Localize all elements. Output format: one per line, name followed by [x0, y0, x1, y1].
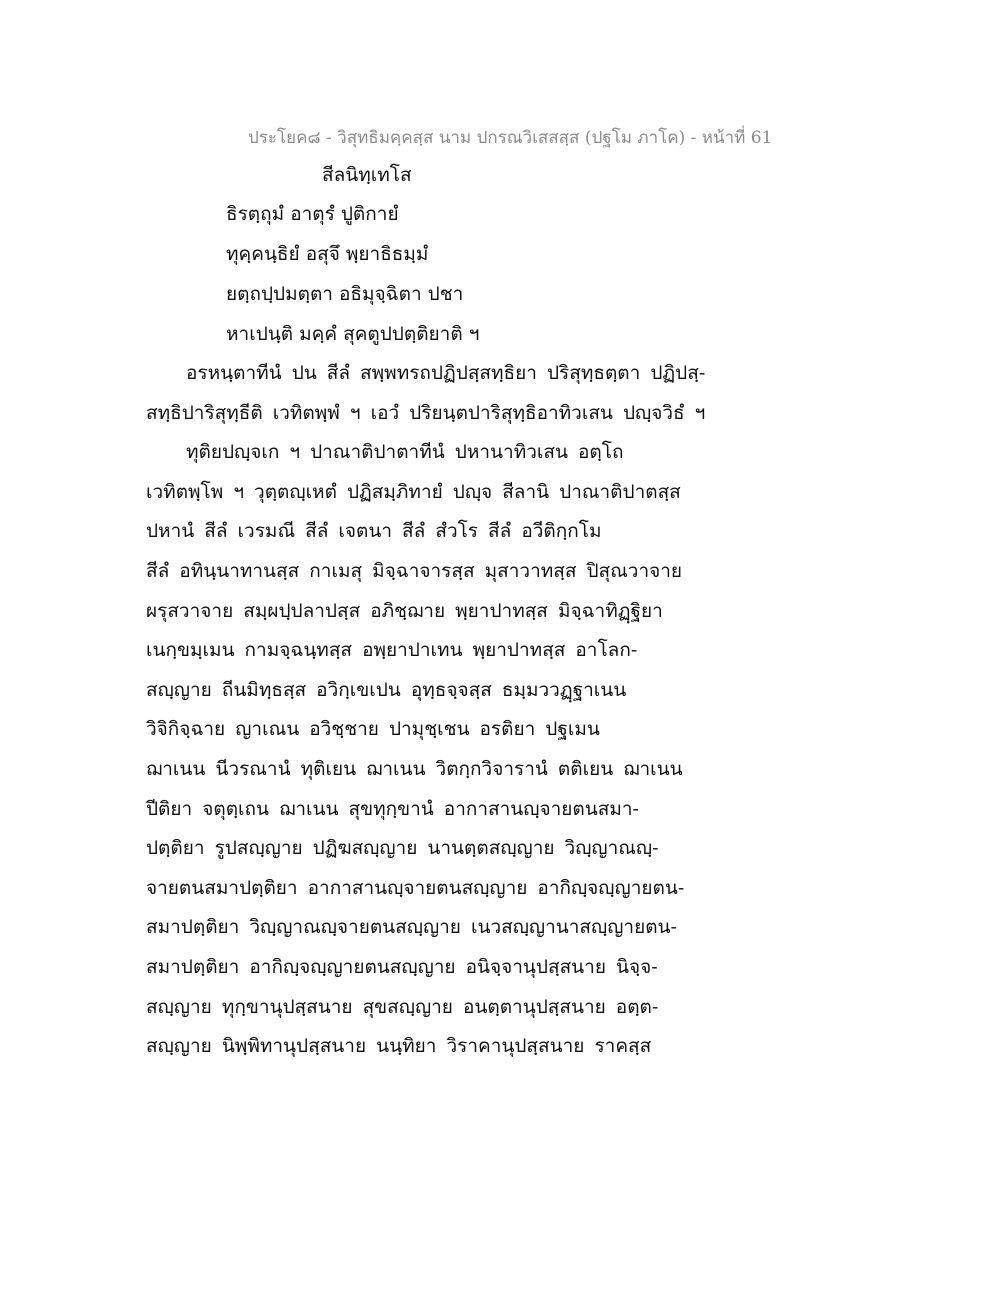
- body-line: จายตนสมาปตฺติยา อากาสานญฺจายตนสญฺญาย อากิญฺจญฺญายตน-: [146, 876, 685, 899]
- verse-line: ทุคฺคนฺธิยํ อสุจึ พฺยาธิธมฺมํ: [226, 243, 429, 265]
- body-line: ปหานํ สีลํ เวรมณี สีลํ เจตนา สีลํ สํวโร สีลํ อวีติกฺกโม: [146, 520, 602, 543]
- body-text: [146, 358, 866, 1071]
- running-header: ประโยค๘ - วิสุทธิมคฺคสฺส นาม ปกรณวิเสสสฺส (ปฐโม ภาโค) - หน้าที่ 61: [248, 128, 773, 148]
- verse-line: ยตฺถปฺปมตฺตา อธิมุจฺฉิตา ปชา: [226, 283, 464, 305]
- body-line: ทุติยปญฺจเก ฯ ปาณาติปาตาทีนํ ปหานาทิวเสน อตฺโถ: [186, 441, 624, 464]
- body-line: เนกฺขมฺเมน กามจฺฉนฺทสฺส อพฺยาปาเทน พฺยาปาทสฺส อาโลก-: [146, 639, 638, 662]
- verse-line: หาเปนฺติ มคฺคํ สุคตูปปตฺติยาติ ฯ: [226, 323, 480, 345]
- verse-title: สีลนิทฺเทโส: [322, 164, 412, 186]
- body-line: สทฺธิปาริสุทฺธีติ เวทิตพฺพํ ฯ เอวํ ปริยนฺตปาริสุทฺธิอาทิวเสน ปญฺจวิธํ ฯ: [146, 401, 706, 424]
- body-line: สญฺญาย ทุกฺขานุปสฺสนาย สุขสญฺญาย อนตฺตานุปสฺสนาย อตฺต-: [146, 995, 659, 1018]
- verse-line: ธิรตฺถุมํ อาตุรํ ปูติกายํ: [226, 203, 399, 225]
- body-line: อรหนฺตาทีนํ ปน สีลํ สพฺพทรถปฏิปสฺสทฺธิยา ปริสุทฺธตฺตา ปฏิปสฺ-: [186, 362, 706, 384]
- body-line: เวทิตพฺโพ ฯ วุตฺตญฺเหตํ ปฏิสมฺภิทายํ ปญฺจ สีลานิ ปาณาติปาตสฺส: [146, 480, 681, 503]
- body-line: สมาปตฺติยา วิญฺญาณญฺจายตนสญฺญาย เนวสญฺญานาสญฺญายตน-: [146, 916, 677, 939]
- body-line: สญฺญาย ถีนมิทฺธสฺส อวิกฺเขเปน อุทฺธจฺจสฺส ธมฺมววฏฺฐาเนน: [146, 678, 627, 701]
- body-line: ผรุสวาจาย สมฺผปฺปลาปสฺส อภิชฺฌาย พฺยาปาทสฺส มิจฺฉาทิฏฺฐิยา: [146, 599, 663, 622]
- body-line: สญฺญาย นิพฺพิทานุปสฺสนาย นนฺทิยา วิราคานุปสฺสนาย ราคสฺส: [146, 1035, 652, 1058]
- body-line: สีลํ อทินฺนาทานสฺส กาเมสุ มิจฺฉาจารสฺส มุสาวาทสฺส ปิสุณวาจาย: [146, 559, 683, 582]
- body-line: ปตฺติยา รูปสญฺญาย ปฏิฆสญฺญาย นานตฺตสญฺญาย วิญฺญาณญฺ-: [146, 837, 659, 860]
- body-line: สมาปตฺติยา อากิญฺจญฺญายตนสญฺญาย อนิจฺจานุปสฺสนาย นิจฺจ-: [146, 955, 658, 978]
- body-line: วิจิกิจฺฉาย ญาเณน อวิชฺชาย ปามุชฺเชน อรติยา ปฐเมน: [146, 718, 600, 741]
- body-line: ปีติยา จตุตฺเถน ฌาเนน สุขทุกฺขานํ อากาสานญฺจายตนสมา-: [146, 797, 639, 820]
- verse-block: [226, 199, 479, 359]
- body-line: ฌาเนน นีวรณานํ ทุติเยน ฌาเนน วิตกฺกวิจารานํ ตติเยน ฌาเนน: [146, 757, 683, 780]
